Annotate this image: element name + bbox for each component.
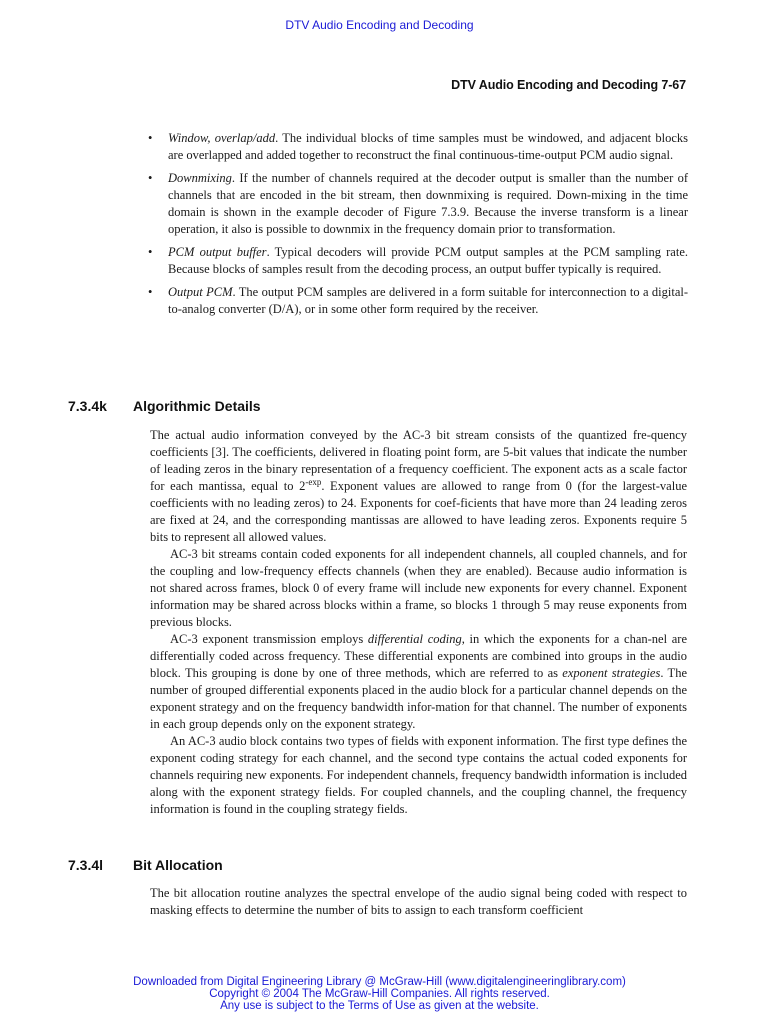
paragraph: AC-3 exponent transmission employs differential coding, in which the exponents for a chan-nel are differentially coded across frequency. These differential exponents are combined into groups in the audio block. This grouping is done by one of three methods, which are referred to as exponent strategies. The number of grouped differential exponents placed in the audio block for a particular channel depends on the exponent strategy and on the frequency bandwidth infor-mation for that channel. The number of exponents in each group depends only on the exponent strategy. [150, 632, 688, 731]
section-heading-algorithmic-details [68, 398, 261, 414]
paragraph: An AC-3 audio block contains two types of fields with exponent information. The first type defines the exponent coding strategy for each channel, and the second type contains the actual coded exponents for channels requiring new exponents. For independent channels, frequency bandwidth information is included along with the exponent strategy fields. For coupled channels, and the coupling channel, the frequency information is found in the coupling strategy fields. [150, 734, 688, 816]
bullet-item [148, 244, 688, 278]
bullet-text: . The individual blocks of time samples must be windowed, and adjacent blocks are overlapped and added together to reconstruct the final continuous-time-output PCM audio signal. [168, 131, 688, 162]
bullet-term: Output PCM [168, 285, 233, 299]
section-heading-bit-allocation [68, 857, 223, 873]
bullet-icon: • [148, 245, 153, 259]
bullet-text: . The output PCM samples are delivered in a form suitable for interconnection to a digital-to-analog converter (D/A), or in some other form required by the receiver. [168, 285, 689, 316]
section-title: Bit Allocation [133, 857, 223, 873]
bullet-text: . Typical decoders will provide PCM output samples at the PCM sampling rate. Because blocks of samples result from the decoding process, an output buffer typically is required. [168, 245, 688, 276]
section-number: 7.3.4k [68, 398, 107, 414]
paragraph: The bit allocation routine analyzes the spectral envelope of the audio signal being coded with respect to masking effects to determine the number of bits to assign to each transform coefficient [150, 886, 687, 917]
bullet-item [148, 284, 688, 318]
bullet-icon: • [148, 131, 153, 145]
paragraph: The actual audio information conveyed by the AC-3 bit stream consists of the quantized fre-quency coefficients [3]. The coefficients, delivered in floating point form, are 5-bit values that indicate the number of leading zeros in the binary representation of a frequency coefficient. The exponent acts as a scale factor for each mantissa, equal to $2^{-exp}$. Exponent values are allowed to range from 0 (for the largest-value coefficients with no leading zeros) to 24. Exponents for coef-ficients that have more than 24 leading zeros are fixed at 24, and the corresponding mantissas are allowed to have leading zeros. Exponents require 5 bits to represent all allowed values. [150, 428, 687, 544]
section-number: 7.3.4l [68, 857, 104, 873]
bullet-item [148, 130, 688, 164]
top-title-link[interactable]: DTV Audio Encoding and Decoding [285, 18, 474, 32]
bullet-term: Window, overlap/add [168, 131, 276, 145]
section-body-bit-allocation [150, 885, 687, 919]
bullet-list [148, 130, 688, 324]
section-title: Algorithmic Details [133, 398, 261, 414]
bullet-term: PCM output buffer [168, 245, 267, 259]
bullet-term: Downmixing [168, 171, 232, 185]
bullet-icon: • [148, 285, 153, 299]
footer-copyright[interactable]: Copyright © 2004 The McGraw-Hill Companies. All rights reserved. [209, 988, 550, 1000]
footer-terms[interactable]: Any use is subject to the Terms of Use as given at the website. [220, 1000, 539, 1012]
footer [0, 976, 759, 1012]
section-body-algorithmic-details [150, 427, 687, 818]
paragraph: AC-3 bit streams contain coded exponents for all independent channels, all coupled channels, and for the coupling and low-frequency effects channels (when they are enabled). Because audio information is not shared across frames, block 0 of every frame will include new exponents for every channel. Exponent information may be shared across blocks within a frame, so blocks 1 through 5 may reuse exponents from previous blocks. [150, 547, 687, 629]
footer-download-link[interactable]: Downloaded from Digital Engineering Library @ McGraw-Hill (www.digitalengineeringlibrary.com) [133, 976, 626, 988]
bullet-icon: • [148, 171, 153, 185]
running-head: DTV Audio Encoding and Decoding 7-67 [451, 78, 686, 92]
bullet-text: . If the number of channels required at the decoder output is smaller than the number of channels that are encoded in the bit stream, then downmixing is required. Down-mixing in the time domain is shown in the example decoder of Figure 7.3.9. Because the inverse transform is a linear operation, it also is possible to downmix in the frequency domain prior to transformation. [168, 171, 688, 236]
bullet-item [148, 170, 688, 238]
